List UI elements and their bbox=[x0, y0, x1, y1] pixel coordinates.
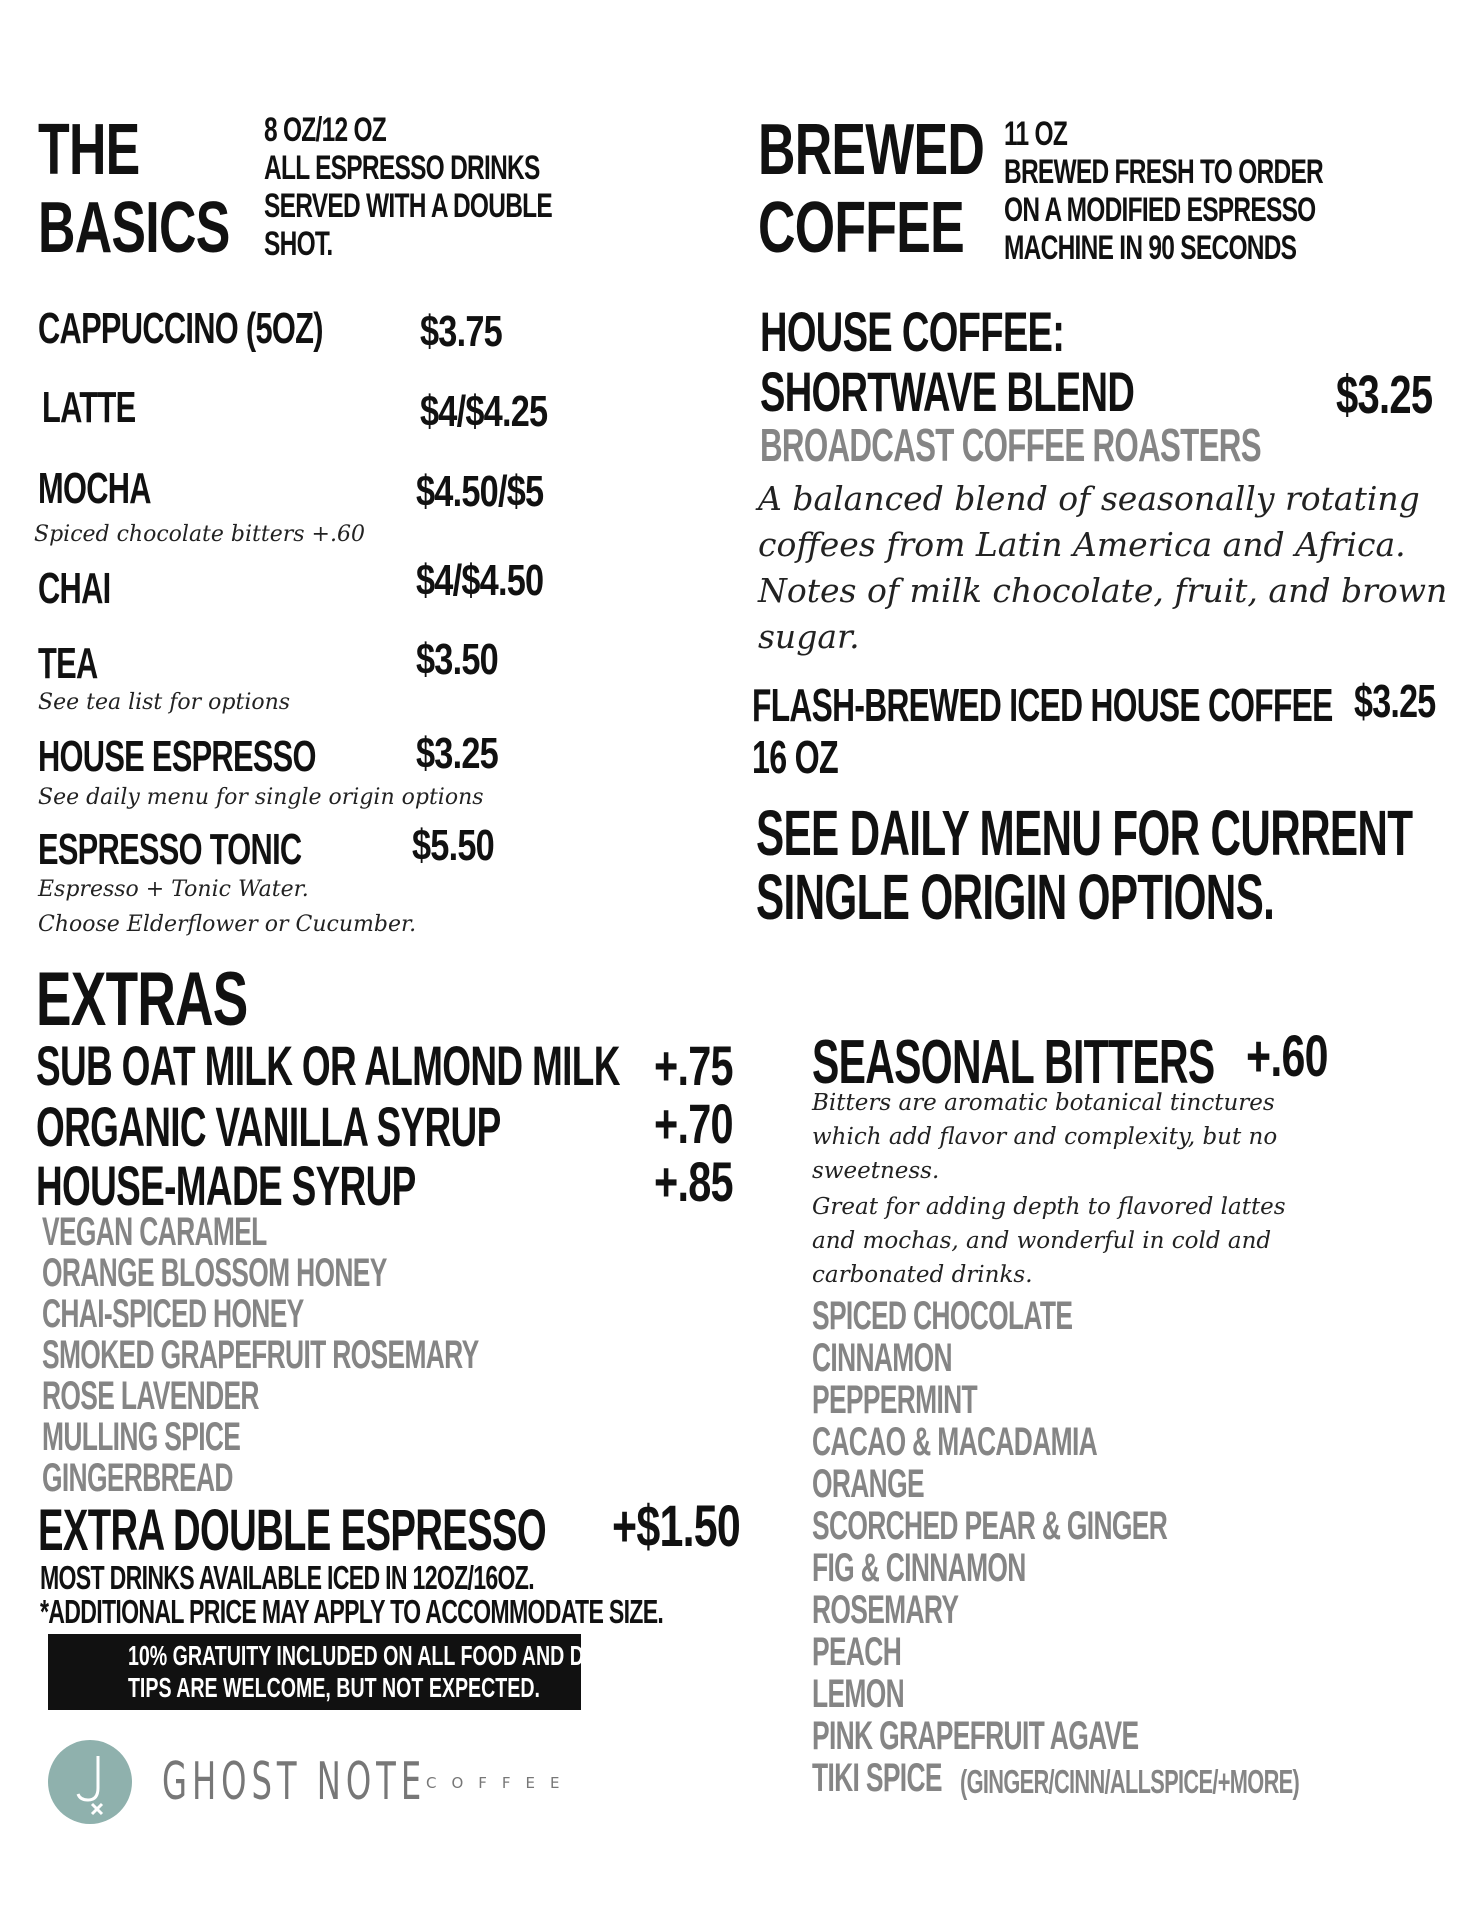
brewed-desc-line3: ON A MODIFIED ESPRESSO bbox=[1004, 191, 1316, 229]
menu-item-price: $3.50 bbox=[416, 635, 498, 684]
bitters-flavor-detail: (GINGER/CINN/ALLSPICE/+MORE) bbox=[960, 1763, 1300, 1800]
bitters-flavor: PEPPERMINT bbox=[812, 1378, 978, 1422]
roaster-name: BROADCAST COFFEE ROASTERS bbox=[760, 419, 1261, 471]
basics-title-line2: BASICS bbox=[38, 188, 230, 268]
syrup-item: ROSE LAVENDER bbox=[42, 1374, 259, 1418]
basics-desc-line4: SHOT. bbox=[264, 225, 333, 263]
extra-item-name: SUB OAT MILK OR ALMOND MILK bbox=[36, 1034, 620, 1097]
menu-item-price: $5.50 bbox=[412, 821, 494, 870]
brewed-desc-line2: BREWED FRESH TO ORDER bbox=[1004, 153, 1324, 191]
bitters-flavor: FIG & CINNAMON bbox=[812, 1546, 1026, 1590]
iced-coffee-name: FLASH-BREWED ICED HOUSE COFFEE bbox=[752, 679, 1333, 731]
menu-item-price: $4.50/$5 bbox=[416, 467, 544, 516]
blend-description-line: sugar. bbox=[758, 617, 860, 656]
gratuity-line2: TIPS ARE WELCOME, BUT NOT EXPECTED. bbox=[127, 1672, 540, 1703]
ghost-note-logo-icon bbox=[48, 1740, 132, 1824]
bitters-desc-line: Bitters are aromatic botanical tinctures bbox=[812, 1090, 1275, 1116]
bitters-flavor: LEMON bbox=[812, 1672, 905, 1716]
extra-item-price: +.85 bbox=[654, 1150, 733, 1213]
extra-item-price: +.75 bbox=[654, 1034, 733, 1097]
extra-double-price: +$1.50 bbox=[612, 1494, 741, 1559]
menu-item-price: $4/$4.50 bbox=[416, 556, 544, 605]
syrup-item: CHAI-SPICED HONEY bbox=[42, 1292, 304, 1336]
brewed-size: 11 OZ bbox=[1004, 115, 1068, 153]
single-origin-line2: SINGLE ORIGIN OPTIONS. bbox=[756, 861, 1275, 933]
syrup-item: SMOKED GRAPEFRUIT ROSEMARY bbox=[42, 1333, 479, 1377]
menu-item-name: LATTE bbox=[42, 383, 136, 432]
extra-item-name: ORGANIC VANILLA SYRUP bbox=[36, 1095, 501, 1158]
bitters-desc-line: and mochas, and wonderful in cold and bbox=[812, 1228, 1272, 1254]
syrup-item: MULLING SPICE bbox=[42, 1415, 241, 1459]
menu-item-price: $3.75 bbox=[420, 307, 502, 356]
bitters-price: +.60 bbox=[1246, 1024, 1328, 1089]
brewed-title-line1: BREWED bbox=[758, 110, 985, 190]
menu-item-name: CHAI bbox=[38, 564, 111, 613]
extra-item-name: HOUSE-MADE SYRUP bbox=[36, 1154, 416, 1217]
menu-item-name: HOUSE ESPRESSO bbox=[38, 732, 316, 781]
blend-description-line: coffees from Latin America and Africa. bbox=[758, 525, 1406, 564]
iced-coffee-size: 16 OZ bbox=[752, 731, 838, 783]
syrup-item: GINGERBREAD bbox=[42, 1456, 233, 1500]
size-price-note: *ADDITIONAL PRICE MAY APPLY TO ACCOMMODATE SIZE. bbox=[40, 1593, 664, 1630]
menu-item-name: TEA bbox=[38, 639, 98, 688]
blend-description-line: Notes of milk chocolate, fruit, and brown bbox=[758, 571, 1448, 610]
basics-desc-line2: ALL ESPRESSO DRINKS bbox=[264, 149, 540, 187]
bitters-desc-line: carbonated drinks. bbox=[812, 1262, 1033, 1288]
bitters-flavor: TIKI SPICE bbox=[812, 1756, 942, 1800]
menu-item-note: Choose Elderflower or Cucumber. bbox=[38, 912, 417, 937]
bitters-flavor: CINNAMON bbox=[812, 1336, 952, 1380]
logo-wordmark: GHOST NOTE bbox=[162, 1752, 427, 1812]
logo-suffix: COFFEE bbox=[426, 1774, 575, 1792]
house-coffee-label: HOUSE COFFEE: bbox=[760, 300, 1065, 363]
menu-item-price: $4/$4.25 bbox=[420, 387, 548, 436]
basics-desc-line3: SERVED WITH A DOUBLE bbox=[264, 187, 552, 225]
menu-item-name: MOCHA bbox=[38, 464, 151, 513]
gratuity-banner bbox=[48, 1634, 638, 1710]
bitters-flavor: SPICED CHOCOLATE bbox=[812, 1294, 1073, 1338]
syrup-item: VEGAN CARAMEL bbox=[42, 1210, 267, 1254]
menu-item-note: Espresso + Tonic Water. bbox=[38, 877, 309, 902]
basics-size: 8 OZ/12 OZ bbox=[264, 111, 387, 149]
brewed-title-line2: COFFEE bbox=[758, 188, 964, 268]
menu-item-note: See daily menu for single origin options bbox=[38, 785, 484, 810]
house-coffee-blend: SHORTWAVE BLEND bbox=[760, 360, 1135, 423]
bitters-flavor: ROSEMARY bbox=[812, 1588, 959, 1632]
menu-item-name: CAPPUCCINO (5OZ) bbox=[38, 304, 323, 353]
extras-title: EXTRAS bbox=[36, 957, 248, 1042]
menu-item-price: $3.25 bbox=[416, 729, 498, 778]
iced-note: MOST DRINKS AVAILABLE ICED IN 12OZ/16OZ. bbox=[40, 1559, 534, 1596]
gratuity-line1: 10% GRATUITY INCLUDED ON ALL FOOD AND DRINK. bbox=[127, 1640, 638, 1671]
syrup-item: ORANGE BLOSSOM HONEY bbox=[42, 1251, 387, 1295]
menu-item-name: ESPRESSO TONIC bbox=[38, 825, 302, 874]
menu-item-note: Spiced chocolate bitters +.60 bbox=[34, 522, 365, 547]
bitters-flavor: CACAO & MACADAMIA bbox=[812, 1420, 1098, 1464]
house-coffee-price: $3.25 bbox=[1336, 365, 1433, 425]
bitters-desc-line: which add flavor and complexity, but no bbox=[812, 1124, 1278, 1150]
bitters-flavor: SCORCHED PEAR & GINGER bbox=[812, 1504, 1168, 1548]
extra-double-espresso: EXTRA DOUBLE ESPRESSO bbox=[38, 1498, 546, 1563]
bitters-flavor: PINK GRAPEFRUIT AGAVE bbox=[812, 1714, 1139, 1758]
bitters-flavor: PEACH bbox=[812, 1630, 902, 1674]
bitters-title: SEASONAL BITTERS bbox=[812, 1028, 1215, 1097]
bitters-desc-line: sweetness. bbox=[812, 1158, 940, 1184]
basics-title-line1: THE bbox=[38, 110, 140, 190]
single-origin-line1: SEE DAILY MENU FOR CURRENT bbox=[756, 797, 1413, 869]
bitters-flavor: ORANGE bbox=[812, 1462, 924, 1506]
extra-item-price: +.70 bbox=[654, 1092, 733, 1155]
brewed-desc-line4: MACHINE IN 90 SECONDS bbox=[1004, 229, 1297, 267]
menu-item-note: See tea list for options bbox=[38, 690, 291, 715]
blend-description-line: A balanced blend of seasonally rotating bbox=[758, 479, 1420, 518]
bitters-desc-line: Great for adding depth to flavored lattes bbox=[812, 1194, 1286, 1220]
iced-coffee-price: $3.25 bbox=[1354, 675, 1436, 727]
